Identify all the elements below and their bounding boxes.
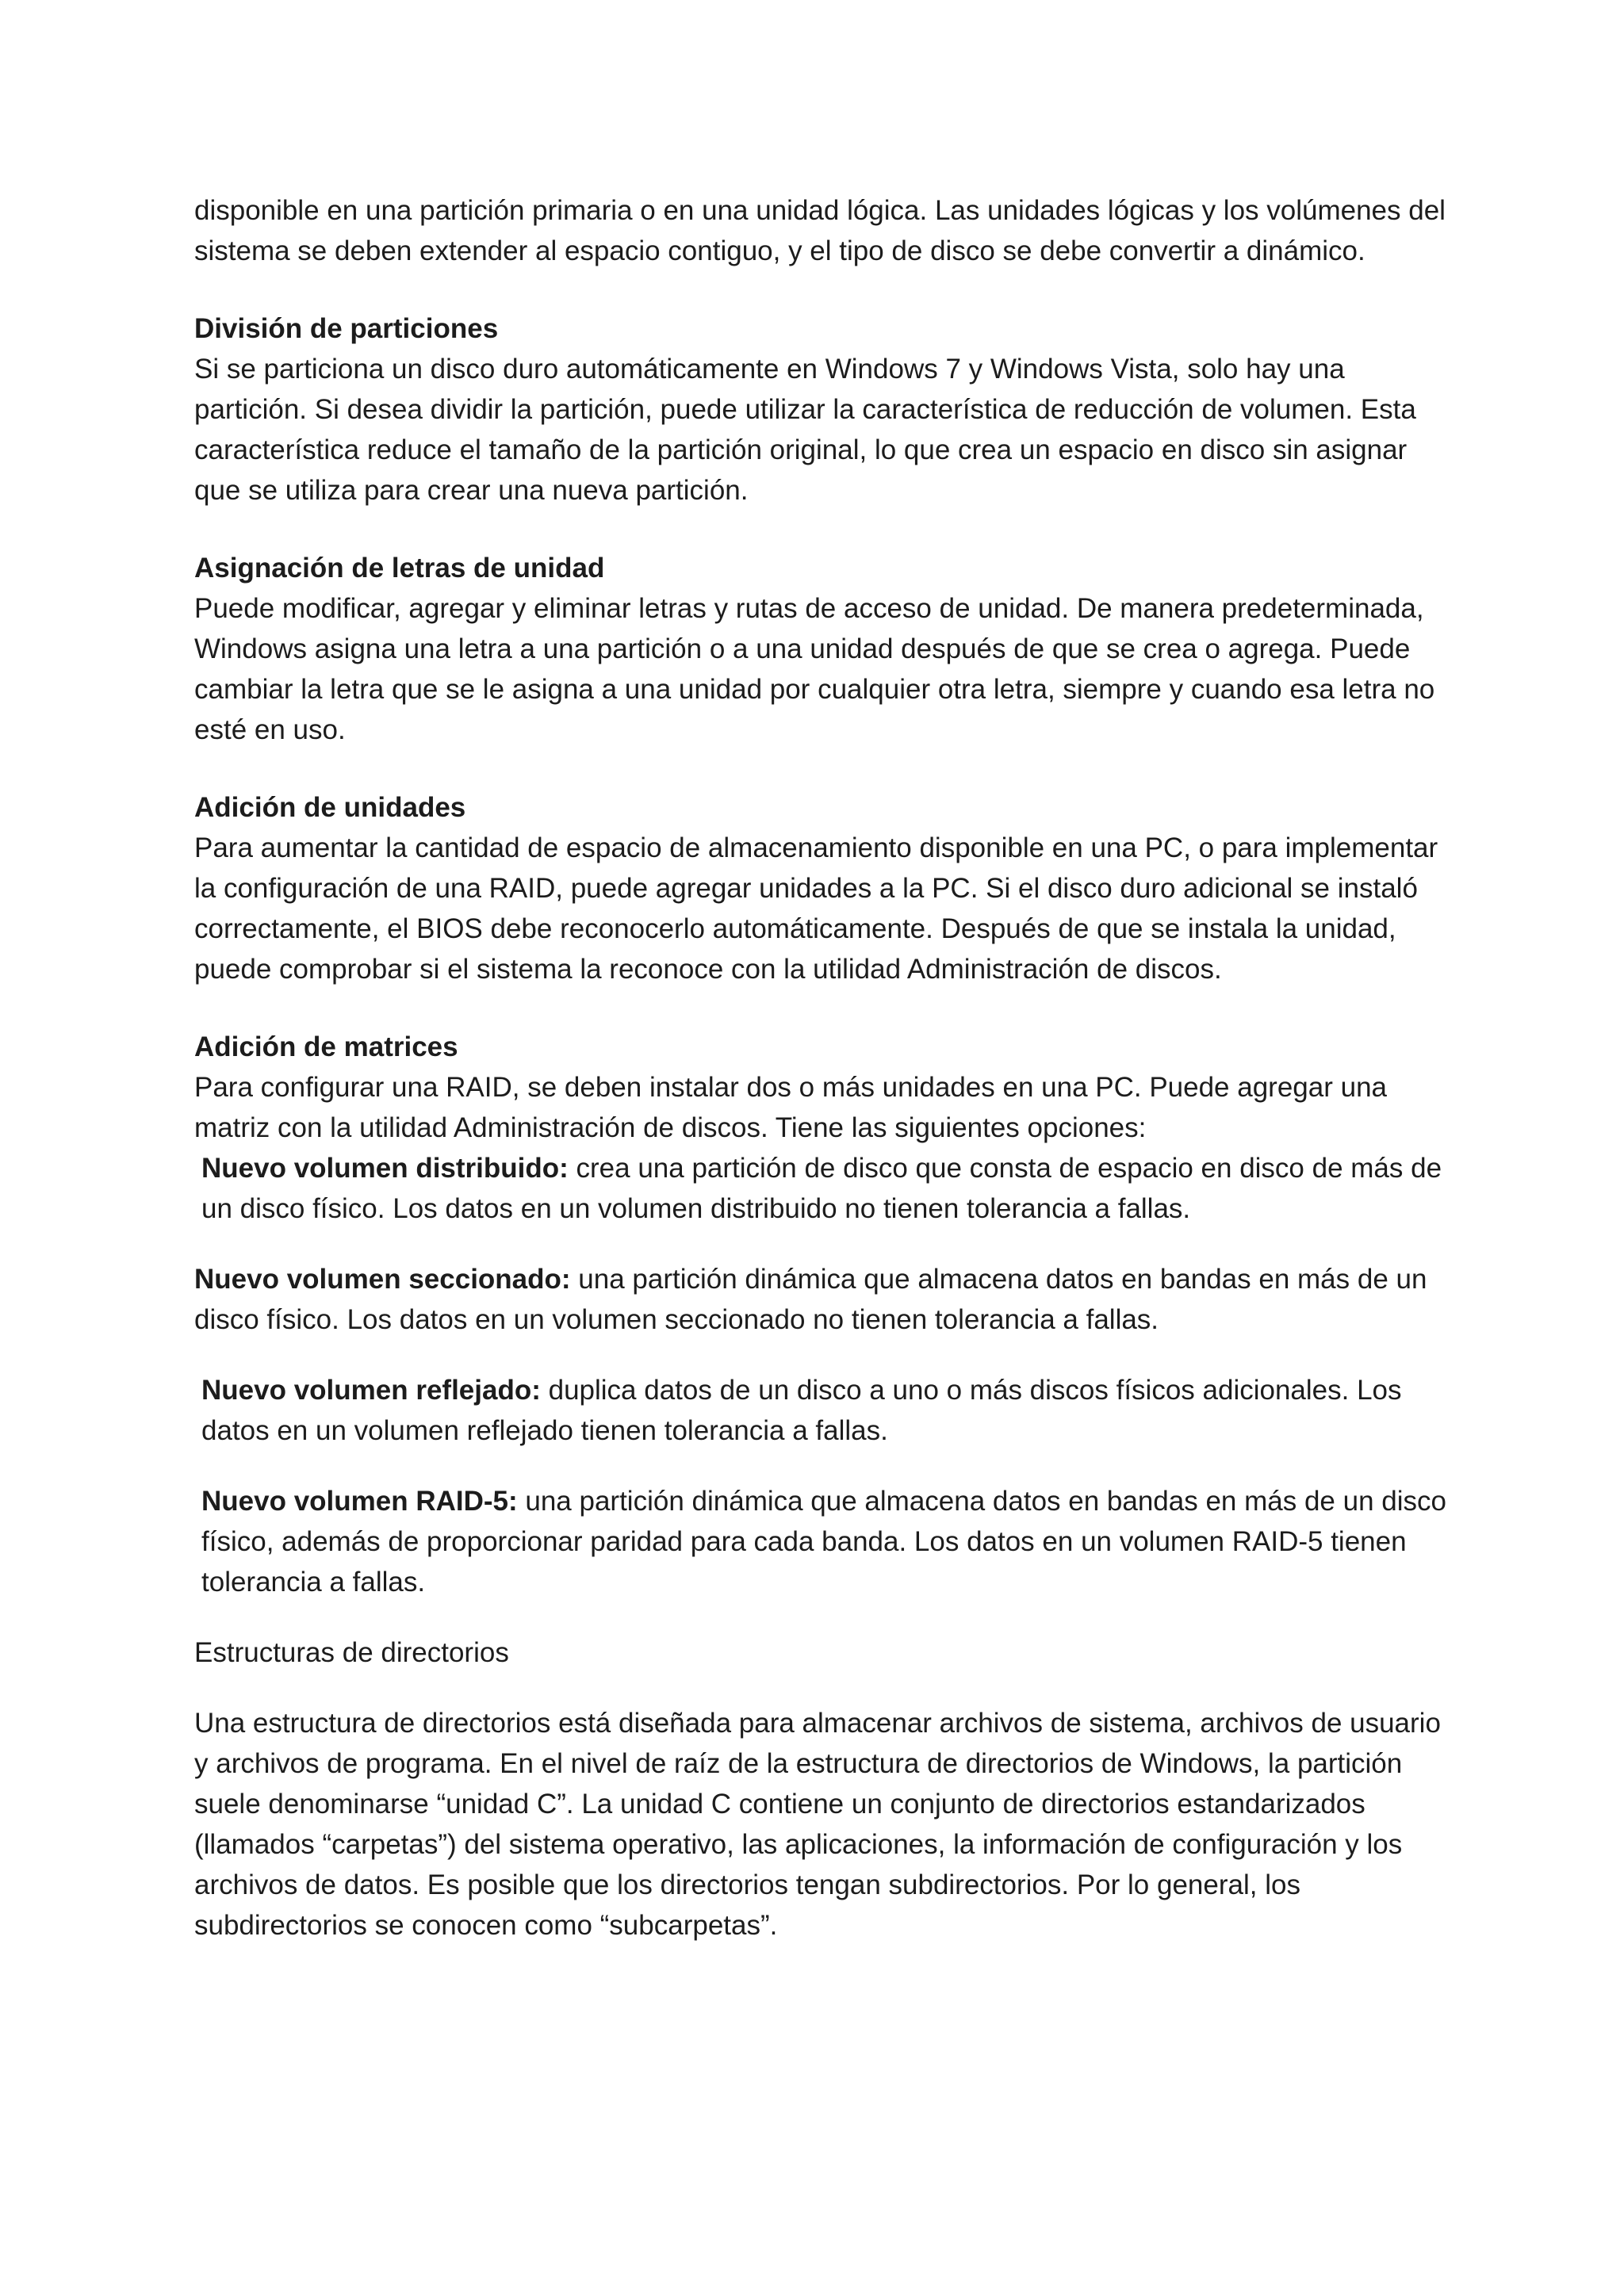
option-raid5 xyxy=(194,1481,1447,1602)
option-term: Nuevo volumen distribuido: xyxy=(201,1153,569,1184)
section-heading-plain: Estructuras de directorios xyxy=(194,1637,509,1668)
option-term: Nuevo volumen RAID-5: xyxy=(201,1486,518,1517)
section-paragraph: Una estructura de directorios está diseñada para almacenar archivos de sistema, archivos de usuario y archivos de programa. En el nivel de raíz de la estructura de directorios de Windows, la partición suele denominarse “unidad C”. La unidad C contiene un conjunto de directorios estandarizados (llamados “carpetas”) del sistema operativo, las aplicaciones, la información de configuración y los archivos de datos. Es posible que los directorios tengan subdirectorios. Por lo general, los subdirectorios se conocen como “subcarpetas”. xyxy=(194,1708,1441,1941)
section-asignacion-letras xyxy=(194,548,1447,750)
option-desc: duplica datos de un disco a uno o más discos físicos adicionales. Los datos en un volumen reflejado tienen tolerancia a fallas. xyxy=(201,1375,1402,1446)
intro-paragraph: disponible en una partición primaria o en una unidad lógica. Las unidades lógicas y los volúmenes del sistema se deben extender al espacio contiguo, y el tipo de disco se debe convertir a dinámico. xyxy=(194,195,1446,266)
section-estructuras-directorios xyxy=(194,1632,1447,1946)
option-seccionado xyxy=(194,1259,1447,1340)
option-desc: una partición dinámica que almacena datos en bandas en más de un disco físico. Los datos en un volumen seccionado no tienen tolerancia a fallas. xyxy=(194,1264,1427,1335)
option-distribuido xyxy=(194,1148,1447,1229)
document-body xyxy=(194,190,1447,1946)
section-heading: División de particiones xyxy=(194,313,499,344)
section-division-particiones xyxy=(194,308,1447,511)
section-heading: Adición de unidades xyxy=(194,792,466,823)
option-reflejado xyxy=(194,1370,1447,1451)
section-paragraph: Para configurar una RAID, se deben instalar dos o más unidades en una PC. Puede agregar una matriz con la utilidad Administración de discos. Tiene las siguientes opciones: xyxy=(194,1072,1388,1143)
section-adicion-matrices xyxy=(194,1027,1447,1602)
section-paragraph: Si se particiona un disco duro automáticamente en Windows 7 y Windows Vista, solo hay una partición. Si desea dividir la partición, puede utilizar la característica de reducción de volumen. Esta característica reduce el tamaño de la partición original, lo que crea un espacio en disco sin asignar que se utiliza para crear una nueva partición. xyxy=(194,354,1416,506)
option-term: Nuevo volumen seccionado: xyxy=(194,1264,571,1295)
option-term: Nuevo volumen reflejado: xyxy=(201,1375,541,1406)
section-paragraph: Para aumentar la cantidad de espacio de almacenamiento disponible en una PC, o para implementar la configuración de una RAID, puede agregar unidades a la PC. Si el disco duro adicional se instaló correctamente, el BIOS debe reconocerlo automáticamente. Después de que se instala la unidad, puede comprobar si el sistema la reconoce con la utilidad Administración de discos. xyxy=(194,832,1438,985)
option-desc: una partición dinámica que almacena datos en bandas en más de un disco físico, además de proporcionar paridad para cada banda. Los datos en un volumen RAID-5 tienen tolerancia a fallas. xyxy=(201,1486,1446,1598)
section-paragraph: Puede modificar, agregar y eliminar letras y rutas de acceso de unidad. De manera predeterminada, Windows asigna una letra a una partición o a una unidad después de que se crea o agrega. Puede cambiar la letra que se le asigna a una unidad por cualquier otra letra, siempre y cuando esa letra no esté en uso. xyxy=(194,593,1435,745)
section-heading: Adición de matrices xyxy=(194,1031,458,1062)
section-heading: Asignación de letras de unidad xyxy=(194,553,605,584)
option-desc: crea una partición de disco que consta de espacio en disco de más de un disco físico. Los datos en un volumen distribuido no tienen tolerancia a fallas. xyxy=(201,1153,1442,1224)
section-adicion-unidades xyxy=(194,787,1447,989)
